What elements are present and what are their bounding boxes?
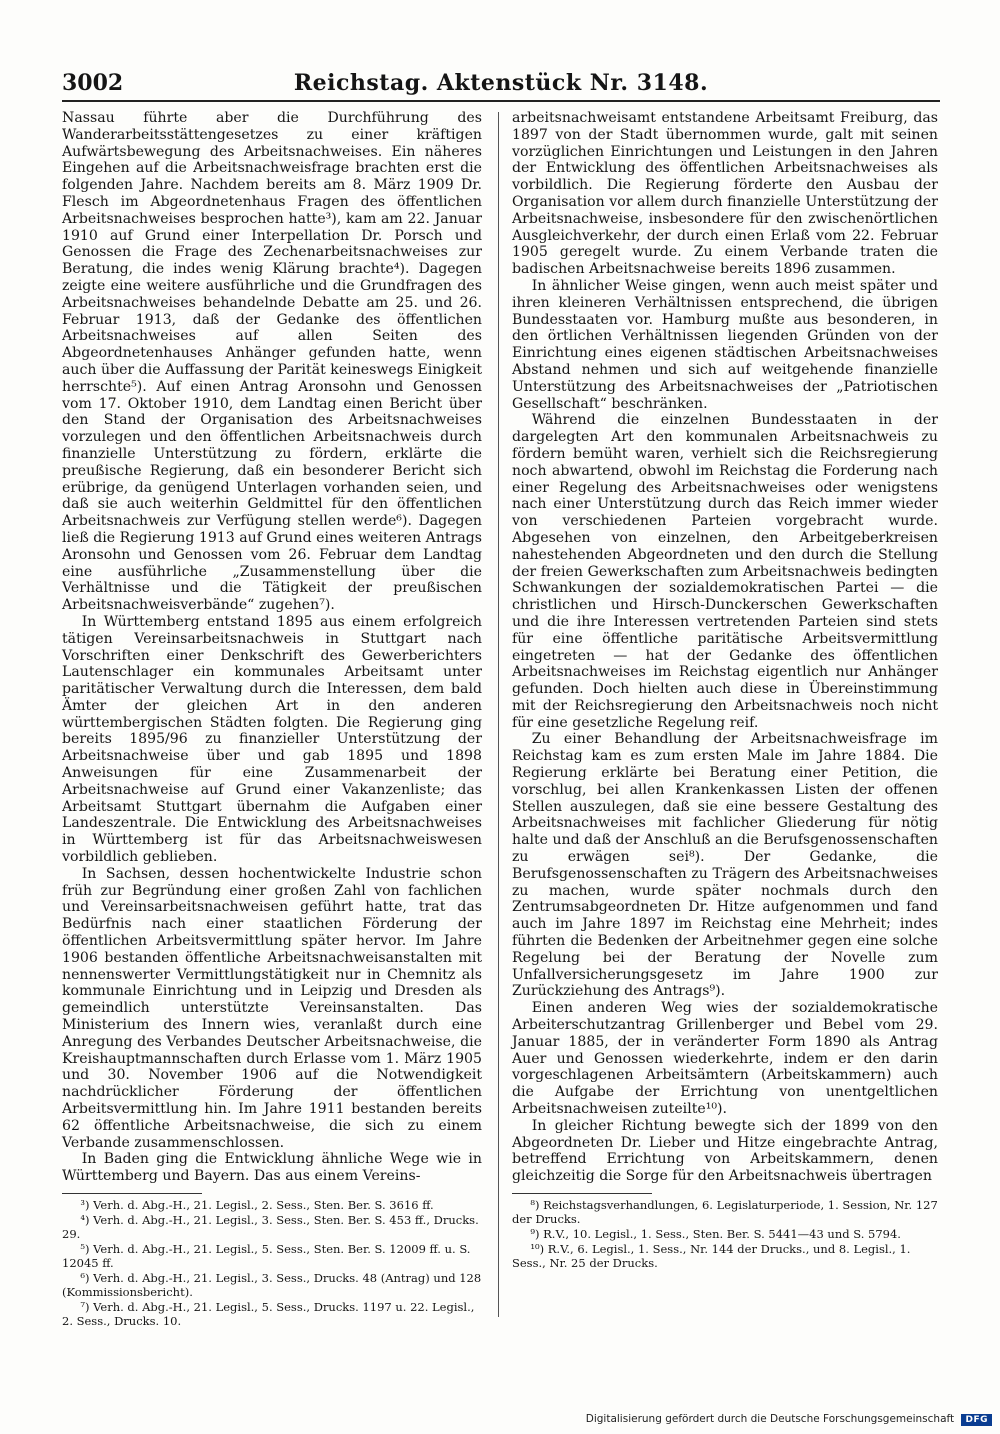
footnotes — [512, 1198, 938, 1270]
paragraph: Nassau führte aber die Durchführung des Wanderarbeitsstättengesetzes zu einer kräftigen Aufwärtsbewegung des Arbeitsnachweises. Ein näheres Eingehen auf die Arbeitsnachweisfrage brachten erst die folgenden Jahre. Nachdem bereits am 8. März 1909 Dr. Flesch im Abgeordnetenhaus Fragen des öffentlichen Arbeitsnachweises besprochen hatte³), kam am 22. Januar 1910 auf Grund einer Interpellation Dr. Porsch und Genossen die Frage des Zechenarbeitsnachweises zur Beratung, die indes wenig Klärung brachte⁴). Dagegen zeigte eine weitere ausführliche und die Grundfragen des Arbeitsnachweises behandelnde Debatte am 25. und 26. Februar 1913, daß der Gedanke des öffentlichen Arbeitsnachweises auf allen Seiten des Abgeordnetenhauses Anhänger gefunden hatte, wenn auch über die Auffassung der Parität keineswegs Einigkeit herrschte⁵). Auf einen Antrag Aronsohn und Genossen vom 17. Oktober 1910, dem Landtag einen Bericht über den Stand der Organisation des Arbeitsnachweises vorzulegen und den öffentlichen Arbeitsnachweis durch finanzielle Unterstützung zu fördern, erklärte die preußische Regierung, daß ein besonderer Bericht sich erübrige, da genügend Unterlagen vorhanden seien, und daß sie auch weiterhin Geldmittel für den öffentlichen Arbeitsnachweis zur Verfügung stellen werde⁶). Dagegen ließ die Regierung 1913 auf Grund eines weiteren Antrags Aronsohn und Genossen vom 26. Februar dem Landtag eine ausführliche „Zusammenstellung über die Verhältnisse und die Tätigkeit der preußischen Arbeitsnachweisverbände“ zugehen⁷). — [62, 110, 482, 614]
paragraph: In Baden ging die Entwicklung ähnliche Wege wie in Württemberg und Bayern. Das aus einem Vereins- — [62, 1151, 482, 1185]
paragraph: Während die einzelnen Bundesstaaten in der dargelegten Art den kommunalen Arbeitsnachweis zu fördern bemüht waren, verhielt sich die Reichsregierung noch abwartend, obwohl im Reichstag die Forderung nach einer Regelung des Arbeitsnachweises oder wenigstens nach einer Unterstützung durch das Reich immer wieder von verschiedenen Parteien vorgebracht wurde. Abgesehen von einzelnen, den Arbeitgeberkreisen nahestehenden Abgeordneten und den durch die Stellung der freien Gewerkschaften zum Arbeitsnachweis bedingten Schwankungen der sozialdemokratischen Partei — die christlichen und Hirsch-Dunckerschen Gewerkschaften und die ihre Interessen vertretenden Parteien sind stets für eine öffentliche paritätische Arbeitsvermittlung eingetreten — hat der Gedanke des öffentlichen Arbeitsnachweises im Reichstag eigentlich nur Anhänger gefunden. Doch hielten auch diese in Übereinstimmung mit der Reichsregierung den Arbeitsnachweis noch nicht für eine gesetzliche Regelung reif. — [512, 412, 938, 731]
right-column — [512, 110, 938, 1315]
page-number: 3002 — [62, 70, 124, 96]
footnotes — [62, 1198, 482, 1328]
page-header — [62, 68, 940, 102]
paragraph: In Sachsen, dessen hochentwickelte Industrie schon früh zur Begründung einer großen Zahl von fachlichen und Vereinsarbeitsnachweisen geführt hatte, trat das Bedürfnis nach einer staatlichen Förderung der öffentlichen Arbeitsvermittlung später hervor. Im Jahre 1906 bestanden öffentliche Arbeitsnachweisanstalten mit nennenswerter Vermittlungstätigkeit nur in Chemnitz als kommunale Einrichtung und in Leipzig und Dresden als gemeindlich unterstützte Vereinsanstalten. Das Ministerium des Innern wies, veranlaßt durch eine Anregung des Verbandes Deutscher Arbeitsnachweise, die Kreishauptmannschaften durch Erlasse vom 1. März 1905 und 30. November 1906 auf die Notwendigkeit nachdrücklicher Förderung der öffentlichen Arbeitsvermittlung hin. Im Jahre 1911 bestanden bereits 62 öffentliche Arbeitsnachweise, die sich zu einem Verbande zusammenschlossen. — [62, 865, 482, 1151]
paragraph: In Württemberg entstand 1895 aus einem erfolgreich tätigen Vereinsarbeitsnachweis in Stuttgart nach Vorschriften einer Denkschrift des Gewerberichters Lautenschlager ein kommunales Arbeitsamt unter paritätischer Verwaltung durch die Interessen, dem bald Ämter der gleichen Art in den anderen württembergischen Städten folgten. Die Regierung ging bereits 1895/96 zu finanzieller Unterstützung der Arbeitsnachweise über und gab 1895 und 1898 Anweisungen für eine Zusammenarbeit der Arbeitsnachweise auf Grund einer Vakanzenliste; das Arbeitsamt Stuttgart übernahm die Aufgaben einer Landeszentrale. Die Entwicklung des Arbeitsnachweises in Württemberg ist für das Arbeitsnachweiswesen vorbildlich geblieben. — [62, 613, 482, 866]
running-title: Reichstag. Aktenstück Nr. 3148. — [293, 70, 709, 96]
footnote: ⁶) Verh. d. Abg.-H., 21. Legisl., 3. Sess., Drucks. 48 (Antrag) und 128 (Kommissionsbericht). — [62, 1271, 482, 1299]
footnote-divider — [512, 1193, 652, 1194]
footnote: ⁸) Reichstagsverhandlungen, 6. Legislaturperiode, 1. Session, Nr. 127 der Drucks. — [512, 1198, 938, 1226]
footnote: ⁹) R.V., 10. Legisl., 1. Sess., Sten. Ber. S. 5441—43 und S. 5794. — [530, 1227, 901, 1241]
footnote: ¹⁰) R.V., 6. Legisl., 1. Sess., Nr. 144 der Drucks., und 8. Legisl., 1. Sess., Nr. 25 der Drucks. — [512, 1242, 911, 1270]
dfg-logo: DFG — [961, 1414, 992, 1426]
paragraph: Einen anderen Weg wies der sozialdemokratische Arbeiterschutzantrag Grillenberger und Bebel vom 29. Januar 1885, der in veränderter Form 1890 als Antrag Auer und Genossen wiederkehrte, indem er den darin vorgeschlagenen Arbeitsämtern (Arbeitskammern) auch die Aufgabe der Errichtung von unentgeltlichen Arbeitsnachweisen zuteilte¹⁰). — [512, 1000, 938, 1118]
paragraph: Zu einer Behandlung der Arbeitsnachweisfrage im Reichstag kam es zum ersten Male im Jahre 1884. Die Regierung erklärte bei Beratung einer Petition, die vorschlug, bei allen Krankenkassen Listen der offenen Stellen auszulegen, daß sie eine bessere Gestaltung des Arbeitsnachweises mit fachlicher Gliederung für nötig halte und daß der Anschluß an die Berufsgenossenschaften zu erwägen sei⁸). Der Gedanke, die Berufsgenossenschaften zu Trägern des Arbeitsnachweises zu machen, wurde später nochmals durch den Zentrumsabgeordneten Dr. Hitze aufgenommen und fand auch im Jahre 1897 im Reichstag eine Mehrheit; indes führten die Bedenken der Arbeitnehmer gegen eine solche Regelung bei der Beratung der Novelle zum Unfallversicherungsgesetz im Jahre 1900 zur Zurückziehung des Antrags⁹). — [512, 731, 938, 1000]
footnote: ⁴) Verh. d. Abg.-H., 21. Legisl., 3. Sess., Sten. Ber. S. 453 ff., Drucks. 29. — [62, 1213, 479, 1241]
paragraph: arbeitsnachweisamt entstandene Arbeitsamt Freiburg, das 1897 von der Stadt übernommen wurde, galt mit seinen vorzüglichen Einrichtungen und Leistungen in den Jahren der Entwicklung des öffentlichen Arbeitsnachweises als vorbildlich. Die Regierung förderte den Ausbau der Organisation vor allem durch finanzielle Unterstützung der Arbeitsnachweise, insbesondere für den zwischenörtlichen Ausgleichverkehr, der durch einen Erlaß vom 22. Februar 1905 geregelt wurde. Zu einem Verbande traten die badischen Arbeitsnachweise bereits 1896 zusammen. — [512, 110, 938, 278]
footnote: ⁵) Verh. d. Abg.-H., 21. Legisl., 5. Sess., Sten. Ber. S. 12009 ff. u. S. 12045 ff. — [62, 1242, 471, 1270]
paragraph: In ähnlicher Weise gingen, wenn auch meist später und ihren kleineren Verhältnissen entsprechend, die übrigen Bundesstaaten vor. Hamburg mußte aus besonderen, in den örtlichen Verhältnissen liegenden Gründen von der Einrichtung eines eigenen städtischen Arbeitsnachweises Abstand nehmen und sich auf weitgehende finanzielle Unterstützung des Arbeitsnachweises der „Patriotischen Gesellschaft“ beschränken. — [512, 277, 938, 412]
column-divider — [498, 112, 499, 1317]
credit-text: Digitalisierung gefördert durch die Deutsche Forschungsgemeinschaft — [585, 1413, 955, 1425]
digitization-credit — [586, 1413, 992, 1426]
paragraph: In gleicher Richtung bewegte sich der 1899 von den Abgeordneten Dr. Lieber und Hitze eingebrachte Antrag, betreffend Errichtung von Arbeitskammern, denen gleichzeitig die Sorge für den Arbeitsnachweis übertragen — [512, 1117, 938, 1185]
left-column — [62, 110, 482, 1328]
footnote: ³) Verh. d. Abg.-H., 21. Legisl., 2. Sess., Sten. Ber. S. 3616 ff. — [80, 1198, 434, 1212]
footnote: ⁷) Verh. d. Abg.-H., 21. Legisl., 5. Sess., Drucks. 1197 u. 22. Legisl., 2. Sess., Drucks. 10. — [62, 1300, 475, 1328]
footnote-divider — [62, 1193, 202, 1194]
